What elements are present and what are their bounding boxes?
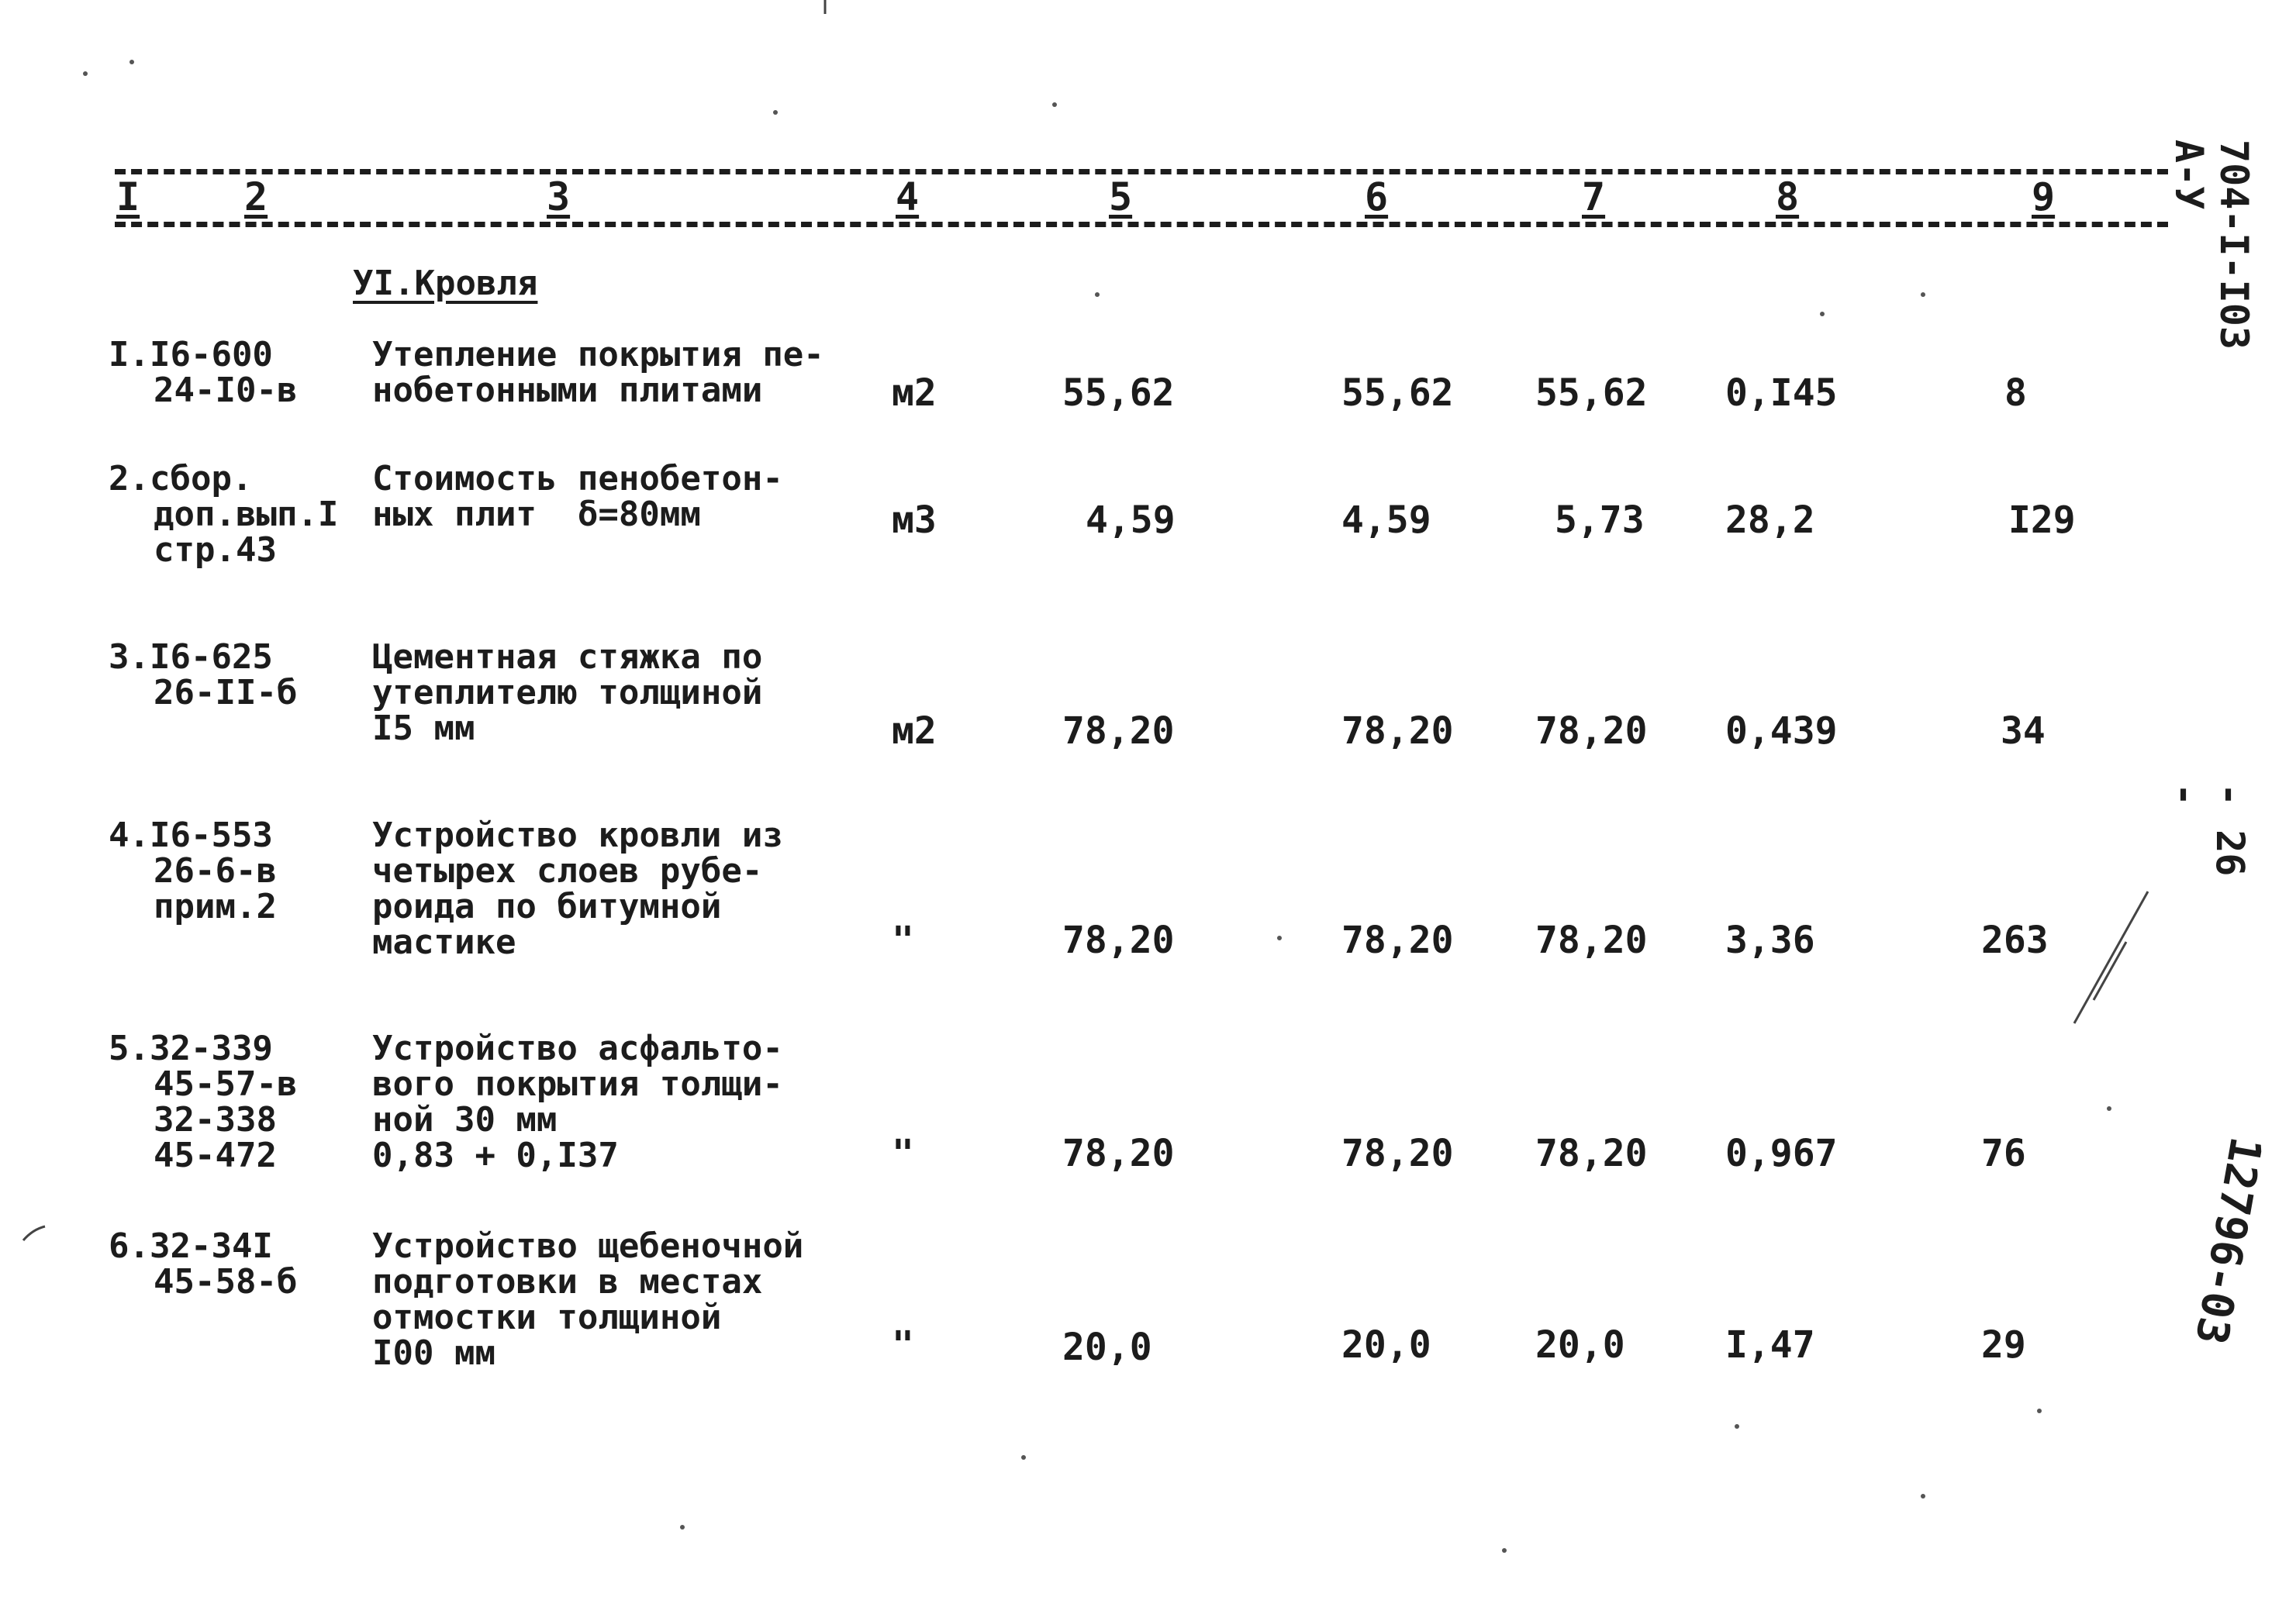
row-col9: 76: [1981, 1132, 2026, 1175]
row-col5: 4,59: [1086, 498, 1176, 542]
row-col5: 20,0: [1062, 1326, 1152, 1369]
row-col8: 28,2: [1725, 498, 1815, 542]
column-header-3: 3: [547, 174, 571, 219]
row-description: Устройство асфальто- вого покрытия толщи- ной 30 мм 0,83 + 0,I37: [372, 1029, 783, 1175]
row-unit: ": [892, 1323, 914, 1367]
row-col5: 78,20: [1062, 1132, 1175, 1175]
row-code: I.I6-600 24-I0-в: [109, 335, 298, 410]
inventory-number: 12796-03: [2184, 1133, 2271, 1348]
row-description: Утепление покрытия пе- нобетонными плитами: [372, 335, 824, 410]
row-unit: ": [892, 1132, 914, 1175]
row-col9: I29: [2008, 498, 2076, 542]
column-header-6: 6: [1365, 174, 1389, 219]
row-unit: м3: [892, 498, 937, 542]
row-description: Стоимость пенобетон- ных плит δ=80мм: [372, 459, 783, 534]
row-col8: I,47: [1725, 1323, 1815, 1367]
row-col6: 78,20: [1341, 919, 1454, 962]
row-col9: 34: [2001, 709, 2046, 753]
row-col7: 55,62: [1535, 371, 1648, 415]
row-col6: 4,59: [1341, 498, 1431, 542]
row-col7: 78,20: [1535, 919, 1648, 962]
row-description: Цементная стяжка по утеплителю толщиной I5 мм: [372, 637, 763, 748]
row-col8: 3,36: [1725, 919, 1815, 962]
row-col7: 5,73: [1555, 498, 1645, 542]
column-header-8: 8: [1776, 174, 1800, 219]
row-unit: м2: [892, 709, 937, 753]
row-col6: 55,62: [1341, 371, 1454, 415]
row-col7: 78,20: [1535, 1132, 1648, 1175]
row-description: Устройство кровли из четырех слоев рубе- роида по битумной мастике: [372, 816, 783, 962]
section-title: УI.Кровля: [353, 264, 538, 303]
row-col5: 78,20: [1062, 709, 1175, 753]
row-col9: 8: [2004, 371, 2027, 415]
page-number: - 26 -: [2163, 783, 2253, 877]
row-col7: 78,20: [1535, 709, 1648, 753]
row-code: 2.сбор. доп.вып.I стр.43: [109, 459, 339, 570]
doc-code-stamp: 704-I-I03 А-У: [2167, 140, 2256, 350]
row-col8: 0,I45: [1725, 371, 1838, 415]
row-col8: 0,439: [1725, 709, 1838, 753]
column-header-5: 5: [1109, 174, 1133, 219]
column-header-7: 7: [1582, 174, 1606, 219]
row-col6: 20,0: [1341, 1323, 1431, 1367]
row-col8: 0,967: [1725, 1132, 1838, 1175]
row-col7: 20,0: [1535, 1323, 1625, 1367]
row-unit: м2: [892, 371, 937, 415]
row-col9: 263: [1981, 919, 2049, 962]
row-code: 6.32-34I 45-58-б: [109, 1226, 298, 1302]
row-col5: 55,62: [1062, 371, 1175, 415]
row-col5: 78,20: [1062, 919, 1175, 962]
column-header-2: 2: [244, 174, 268, 219]
row-code: 5.32-339 45-57-в 32-338 45-472: [109, 1029, 298, 1175]
row-col6: 78,20: [1341, 1132, 1454, 1175]
row-unit: ": [892, 919, 914, 962]
row-code: 3.I6-625 26-II-б: [109, 637, 298, 712]
column-header-4: 4: [896, 174, 920, 219]
row-description: Устройство щебеночной подготовки в местах отмостки толщиной I00 мм: [372, 1226, 804, 1373]
column-header-9: 9: [2032, 174, 2056, 219]
row-col9: 29: [1981, 1323, 2026, 1367]
column-header-1: I: [116, 174, 140, 219]
row-code: 4.I6-553 26-6-в прим.2: [109, 816, 277, 926]
row-col6: 78,20: [1341, 709, 1454, 753]
